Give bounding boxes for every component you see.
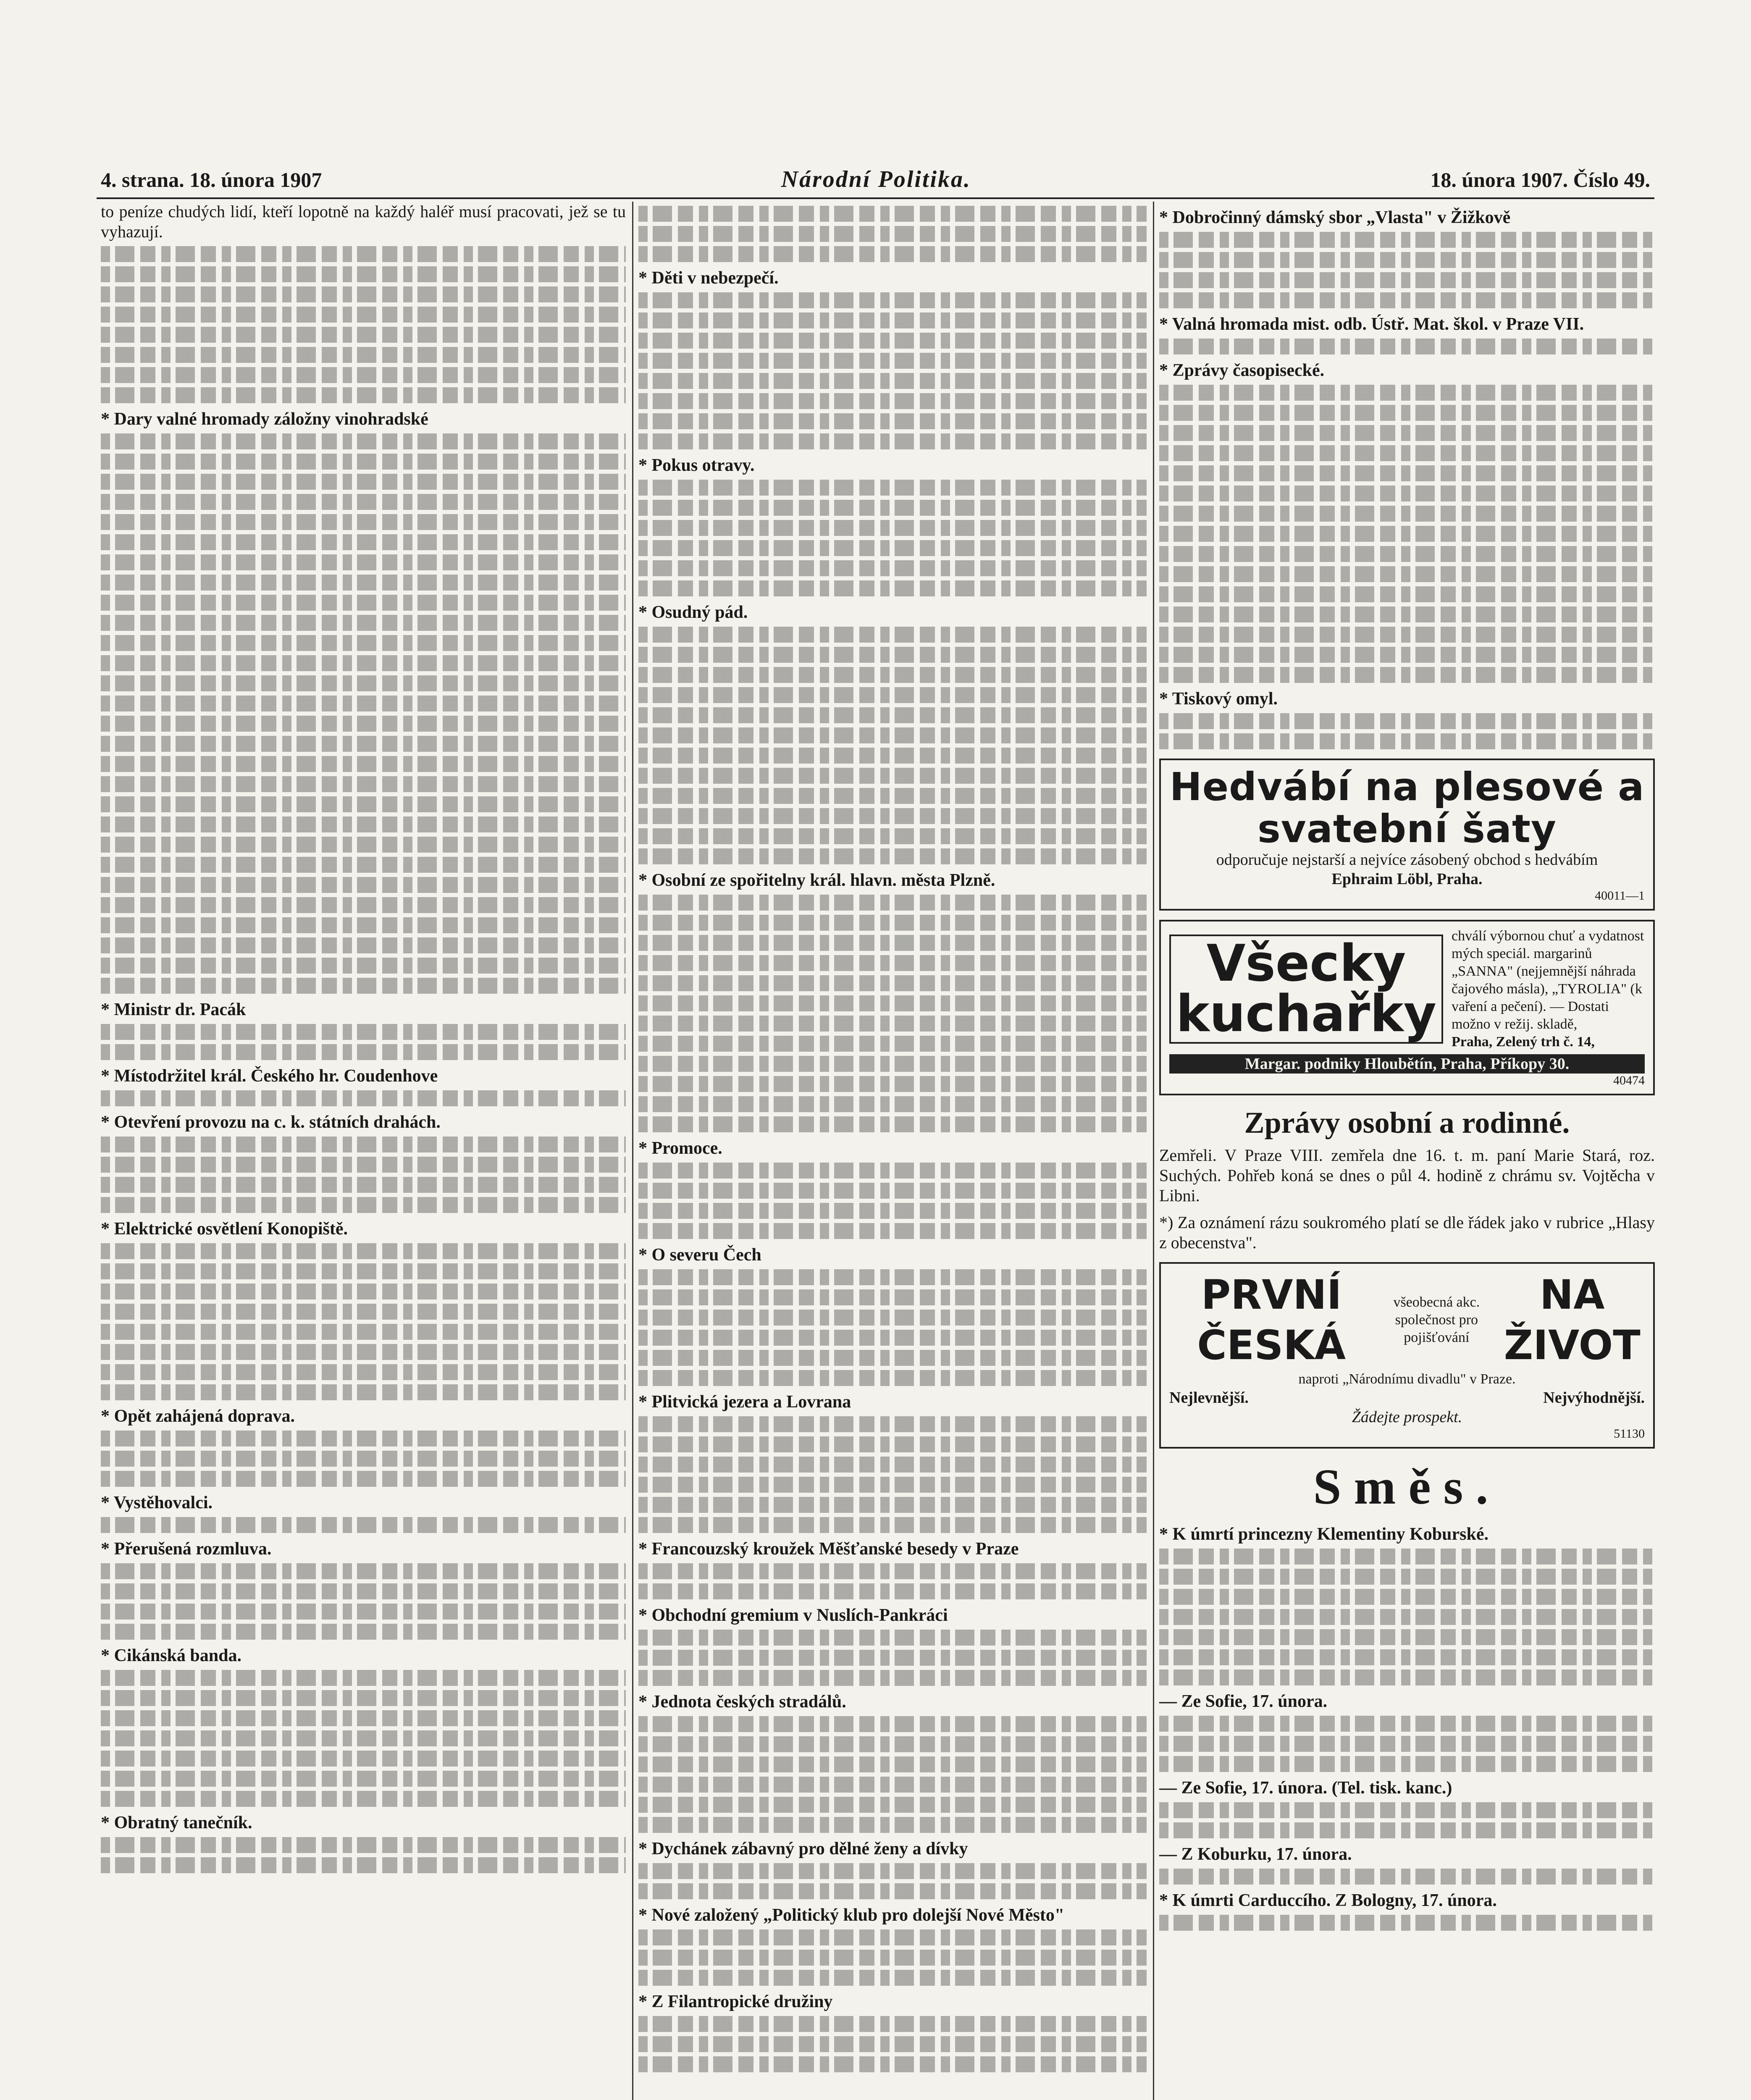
column-1	[101, 202, 626, 2100]
text-line	[101, 1090, 626, 1106]
article-kicker: * Pokus otravy.	[638, 456, 755, 475]
text-line	[638, 1583, 1147, 1599]
text-line	[1159, 647, 1655, 663]
text-line	[1159, 1869, 1655, 1885]
text-line	[1159, 1629, 1655, 1645]
text-line	[638, 1756, 1147, 1772]
text-line	[638, 500, 1147, 516]
text-line	[638, 580, 1147, 596]
text-line	[638, 1817, 1147, 1833]
article-kicker: * Tiskový omyl.	[1159, 689, 1278, 709]
article-kicker: * Osobní ze spořitelny král. hlavn. města Plzně.	[638, 871, 995, 890]
text-line	[638, 1330, 1147, 1346]
text-line	[101, 266, 626, 282]
text-line	[638, 1517, 1147, 1533]
article-kicker: * Nové založený „Politický klub pro dolejší Nové Město"	[638, 1906, 1065, 1925]
article-kicker: * Osudný pád.	[638, 603, 748, 622]
text-line	[638, 1076, 1147, 1092]
text-line	[101, 1791, 626, 1807]
text-line	[638, 828, 1147, 844]
text-line	[1159, 1609, 1655, 1625]
text-line	[101, 1604, 626, 1620]
text-line	[638, 647, 1147, 663]
text-line	[638, 1477, 1147, 1493]
issue-number: 18. února 1907. Číslo 49.	[1430, 168, 1650, 192]
obituary: Zemřeli. V Praze VIII. zemřela dne 16. t. m. paní Marie Stará, roz. Suchých. Pohřeb koná se dnes o půl 4. hodině z chrámu sv. Vojtěcha v Libni.	[1159, 1146, 1655, 1205]
text-line	[638, 748, 1147, 764]
article-kicker: * Z Filantropické družiny	[638, 1992, 833, 2011]
text-line	[101, 1857, 626, 1873]
ad-number: 40474	[1613, 1074, 1645, 1087]
article-kicker: — Z Koburku, 17. února.	[1159, 1845, 1352, 1864]
section-heading-smes: Směs.	[1313, 1459, 1501, 1515]
text-line	[101, 978, 626, 994]
text-line	[638, 1497, 1147, 1513]
ad-silk-text: odporučuje nejstarší a nejvíce zásobený obchod s hedvábím	[1216, 851, 1598, 869]
text-line	[101, 387, 626, 403]
text-line	[638, 1269, 1147, 1285]
text-line	[638, 935, 1147, 951]
text-line	[101, 1710, 626, 1726]
masthead: Národní Politika.	[781, 166, 971, 192]
article-kicker: * Dychánek zábavný pro dělné ženy a dívky	[638, 1839, 968, 1858]
text-line	[101, 1771, 626, 1787]
text-line	[638, 667, 1147, 683]
text-line	[101, 796, 626, 812]
text-line	[101, 655, 626, 671]
text-line	[1159, 445, 1655, 461]
article-kicker: * O severu Čech	[638, 1245, 761, 1265]
text-line	[638, 1116, 1147, 1132]
article-kicker: * Místodržitel král. Českého hr. Coudenhove	[101, 1066, 438, 1086]
ad-insurance-tag-left: Nejlevnější.	[1169, 1389, 1249, 1407]
article-kicker: * Dary valné hromady záložny vinohradské	[101, 410, 428, 429]
text-line	[1159, 1549, 1655, 1564]
article-kicker: * Opět zahájená doprava.	[101, 1407, 295, 1426]
text-line	[101, 454, 626, 470]
article-kicker: * Valná hromada mist. odb. Ústř. Mat. škol. v Praze VII.	[1159, 315, 1584, 334]
ad-margarine-text: chválí výbornou chuť a vydatnost mých speciál. margarinů „SANNA" (nejjemnější náhrada čajového másla), „TYROLIA" (k vaření a pečení). — Dostati možno v režij. skladě,	[1451, 928, 1644, 1032]
text-line	[101, 1263, 626, 1279]
text-line	[1159, 546, 1655, 562]
text-line	[638, 1883, 1147, 1899]
text-line	[101, 837, 626, 853]
text-line	[101, 1197, 626, 1213]
text-line	[101, 877, 626, 893]
article-kicker: * Dobročinný dámský sbor „Vlasta" v Žižkově	[1159, 208, 1511, 227]
text-line	[101, 897, 626, 913]
text-line	[101, 1563, 626, 1579]
text-line	[1159, 339, 1655, 354]
text-line	[1159, 232, 1655, 248]
section-heading-personal: Zprávy osobní a rodinné.	[1244, 1106, 1570, 1139]
text-line	[638, 768, 1147, 784]
text-line	[101, 958, 626, 974]
text-line	[101, 575, 626, 591]
text-line	[638, 246, 1147, 262]
article-kicker: * Obchodní gremium v Nuslích-Pankráci	[638, 1606, 948, 1625]
text-line	[638, 895, 1147, 911]
article-kicker: * Plitvická jezera a Lovrana	[638, 1392, 851, 1412]
article-kicker: * Vystěhovalci.	[101, 1493, 213, 1512]
text-line	[101, 1137, 626, 1152]
column-divider	[632, 202, 633, 2100]
text-line	[101, 1670, 626, 1686]
text-line	[101, 917, 626, 933]
text-line	[1159, 627, 1655, 643]
column-2	[638, 202, 1147, 2100]
ad-insurance-tag-right: Nejvýhodnější.	[1543, 1389, 1645, 1407]
text-line	[1159, 1670, 1655, 1685]
text-line	[101, 1583, 626, 1599]
text-line	[1159, 506, 1655, 522]
text-line	[1159, 586, 1655, 602]
text-line	[638, 1457, 1147, 1473]
article-kicker: — Ze Sofie, 17. února. (Tel. tisk. kanc.)	[1159, 1778, 1452, 1798]
ad-silk-firm: Ephraim Löbl, Praha.	[1331, 870, 1483, 888]
text-line	[101, 1690, 626, 1706]
text-line	[1159, 1589, 1655, 1605]
text-line	[101, 1517, 626, 1533]
text-line	[638, 333, 1147, 349]
ad-margarine	[1159, 920, 1655, 1095]
text-line	[1159, 272, 1655, 288]
text-line	[101, 1431, 626, 1446]
text-line	[1159, 733, 1655, 749]
text-line	[638, 1670, 1147, 1686]
text-line	[101, 675, 626, 691]
ad-margarine-footer: Margar. podniky Hloubětín, Praha, Příkopy 30.	[1169, 1054, 1645, 1074]
text-line	[638, 627, 1147, 643]
text-line	[638, 1777, 1147, 1793]
text-line	[101, 1837, 626, 1853]
text-line	[101, 776, 626, 792]
text-line	[1159, 667, 1655, 683]
text-line	[638, 1716, 1147, 1732]
article-kicker: * Zprávy časopisecké.	[1159, 361, 1325, 380]
text-line	[101, 307, 626, 323]
lead-paragraph: to peníze chudých lidí, kteří lopotně na každý haléř musí pracovati, jež se tu vyhazují.	[101, 202, 626, 241]
text-line	[101, 1044, 626, 1060]
article-kicker: * Cikánská banda.	[101, 1646, 242, 1665]
text-line	[638, 1183, 1147, 1199]
article-kicker: * Otevření provozu na c. k. státních drahách.	[101, 1113, 441, 1132]
text-line	[638, 1223, 1147, 1239]
text-line	[101, 1177, 626, 1193]
text-line	[101, 367, 626, 383]
text-line	[1159, 566, 1655, 582]
text-line	[101, 1384, 626, 1400]
text-line	[101, 696, 626, 711]
article-kicker: * Děti v nebezpečí.	[638, 268, 779, 288]
text-line	[638, 1797, 1147, 1813]
text-line	[1159, 385, 1655, 401]
text-line	[101, 635, 626, 651]
text-line	[1159, 1822, 1655, 1838]
text-line	[638, 1950, 1147, 1966]
text-line	[638, 2016, 1147, 2032]
text-line	[638, 292, 1147, 308]
text-line	[638, 206, 1147, 222]
text-line	[101, 816, 626, 832]
text-line	[101, 534, 626, 550]
text-line	[1159, 252, 1655, 268]
text-line	[1159, 713, 1655, 729]
text-line	[101, 857, 626, 873]
text-line	[101, 246, 626, 262]
text-line	[101, 1730, 626, 1746]
text-line	[638, 2036, 1147, 2052]
text-line	[101, 554, 626, 570]
header-rule	[97, 197, 1654, 199]
text-line	[101, 494, 626, 510]
page-number-date: 4. strana. 18. února 1907	[101, 168, 322, 192]
article-kicker: * Ministr dr. Pacák	[101, 1000, 246, 1019]
text-line	[638, 687, 1147, 703]
text-line	[638, 1650, 1147, 1666]
text-line	[101, 716, 626, 732]
text-line	[101, 433, 626, 449]
text-line	[638, 995, 1147, 1011]
text-line	[638, 433, 1147, 449]
article-kicker: * K úmrtí princezny Klementiny Koburské.	[1159, 1525, 1488, 1544]
article-kicker: * K úmrti Carduccího. Z Bologny, 17. února.	[1159, 1891, 1497, 1910]
text-line	[638, 1016, 1147, 1032]
text-line	[638, 560, 1147, 576]
ad-number: 40011—1	[1595, 889, 1645, 903]
text-line	[1159, 1756, 1655, 1772]
text-line	[101, 327, 626, 343]
article-kicker: * Jednota českých stradálů.	[638, 1692, 846, 1712]
text-line	[638, 1929, 1147, 1945]
text-line	[1159, 1802, 1655, 1818]
ad-insurance-right: NA ŽIVOT	[1504, 1271, 1641, 1369]
text-line	[638, 540, 1147, 556]
text-line	[638, 312, 1147, 328]
text-line	[1159, 405, 1655, 421]
article-kicker: * Přerušená rozmluva.	[101, 1539, 272, 1559]
text-line	[638, 1970, 1147, 1986]
ad-silk	[1159, 759, 1655, 911]
text-line	[101, 347, 626, 363]
text-line	[638, 915, 1147, 931]
text-line	[638, 1370, 1147, 1386]
text-line	[638, 1563, 1147, 1579]
text-line	[101, 1304, 626, 1320]
article-kicker: * Francouzský kroužek Měšťanské besedy v Praze	[638, 1539, 1019, 1559]
text-line	[101, 514, 626, 530]
text-line	[638, 226, 1147, 242]
ad-margarine-address: Praha, Zelený trh č. 14,	[1451, 1034, 1595, 1050]
notice: *) Za oznámení rázu soukromého platí se dle řádek jako v rubrice „Hlasy z obecenstva".	[1159, 1213, 1655, 1252]
text-line	[101, 1024, 626, 1040]
text-line	[101, 756, 626, 772]
text-line	[101, 615, 626, 631]
running-head	[101, 166, 1650, 195]
column-divider	[1153, 202, 1154, 2100]
text-line	[101, 1471, 626, 1487]
text-line	[1159, 1736, 1655, 1752]
column-3	[1159, 202, 1655, 2100]
text-line	[101, 1624, 626, 1640]
text-line	[638, 1310, 1147, 1326]
text-line	[638, 373, 1147, 389]
text-line	[638, 1096, 1147, 1112]
text-line	[1159, 1569, 1655, 1585]
text-line	[638, 1416, 1147, 1432]
ad-number: 51130	[1614, 1427, 1645, 1441]
text-line	[638, 1436, 1147, 1452]
text-line	[1159, 526, 1655, 542]
text-line	[1159, 425, 1655, 441]
text-line	[638, 1203, 1147, 1219]
text-line	[1159, 1716, 1655, 1732]
text-line	[101, 1451, 626, 1467]
ad-margarine-title-1: Všecky	[1206, 934, 1406, 993]
text-line	[638, 707, 1147, 723]
text-line	[638, 393, 1147, 409]
text-line	[1159, 292, 1655, 308]
ad-insurance	[1159, 1262, 1655, 1449]
text-line	[1159, 606, 1655, 622]
text-line	[101, 474, 626, 490]
ad-insurance-address: naproti „Národnímu divadlu" v Praze.	[1298, 1371, 1516, 1387]
text-line	[101, 1751, 626, 1767]
text-line	[638, 1163, 1147, 1179]
text-line	[638, 2056, 1147, 2072]
text-line	[101, 1243, 626, 1259]
ad-insurance-middle: všeobecná akc. společnost pro pojišťování	[1393, 1294, 1480, 1345]
ad-insurance-left: PRVNÍ ČESKÁ	[1197, 1271, 1346, 1369]
text-line	[638, 1863, 1147, 1879]
text-line	[101, 1324, 626, 1340]
text-line	[638, 955, 1147, 971]
text-line	[1159, 1915, 1655, 1931]
article-kicker: * Obratný tanečník.	[101, 1813, 252, 1832]
text-line	[638, 353, 1147, 369]
text-line	[638, 1350, 1147, 1366]
ad-insurance-prompt: Žádejte prospekt.	[1352, 1408, 1462, 1426]
article-kicker: * Promoce.	[638, 1139, 722, 1158]
text-line	[101, 1364, 626, 1380]
text-line	[638, 727, 1147, 743]
text-line	[638, 1056, 1147, 1072]
ad-silk-title: Hedvábí na plesové a svatební šaty	[1169, 764, 1645, 851]
text-line	[638, 1736, 1147, 1752]
text-line	[638, 520, 1147, 536]
text-line	[638, 1630, 1147, 1646]
text-line	[638, 808, 1147, 824]
text-line	[638, 1036, 1147, 1052]
text-line	[101, 736, 626, 752]
text-line	[638, 413, 1147, 429]
text-line	[101, 595, 626, 611]
text-line	[1159, 465, 1655, 481]
text-line	[638, 975, 1147, 991]
text-line	[101, 1284, 626, 1299]
text-line	[638, 480, 1147, 496]
article-kicker: — Ze Sofie, 17. února.	[1159, 1692, 1328, 1711]
text-line	[638, 848, 1147, 864]
article-kicker: * Elektrické osvětlení Konopiště.	[101, 1219, 348, 1239]
text-line	[638, 1289, 1147, 1305]
text-line	[101, 286, 626, 302]
text-line	[101, 1344, 626, 1360]
text-line	[1159, 486, 1655, 501]
ad-margarine-title-2: kuchařky	[1176, 985, 1436, 1043]
text-line	[1159, 1649, 1655, 1665]
text-line	[638, 788, 1147, 804]
text-line	[101, 937, 626, 953]
text-line	[101, 1157, 626, 1173]
